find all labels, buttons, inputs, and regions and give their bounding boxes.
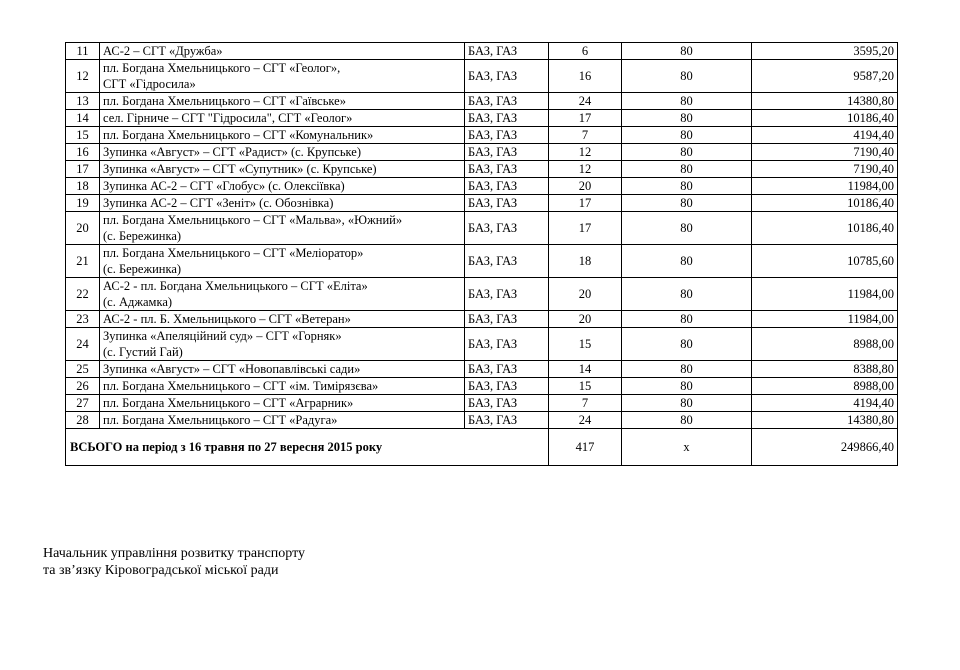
- row-sum: 7190,40: [752, 161, 898, 178]
- route-line: АС-2 - пл. Б. Хмельницького – СГТ «Ветеран»: [103, 312, 351, 326]
- table-row: [66, 378, 898, 395]
- route-line: (с. Густий Гай): [103, 345, 183, 359]
- bus-type: БАЗ, ГАЗ: [465, 195, 549, 212]
- row-sum: 10785,60: [752, 245, 898, 278]
- row-sum: 4194,40: [752, 395, 898, 412]
- row-number: 13: [66, 93, 100, 110]
- route-name: [100, 361, 465, 378]
- route-name: [100, 328, 465, 361]
- trip-count: 24: [549, 93, 622, 110]
- trip-count: 7: [549, 127, 622, 144]
- route-name: [100, 278, 465, 311]
- row-sum: 10186,40: [752, 110, 898, 127]
- total-trips: 417: [549, 429, 622, 466]
- route-line: пл. Богдана Хмельницького – СГТ «Комунальник»: [103, 128, 374, 142]
- signature-line-1: Начальник управління розвитку транспорту: [43, 546, 306, 561]
- route-name: [100, 93, 465, 110]
- total-row: [66, 429, 898, 466]
- row-number: 18: [66, 178, 100, 195]
- bus-type: БАЗ, ГАЗ: [465, 60, 549, 93]
- route-line: Зупинка АС-2 – СГТ «Зеніт» (с. Обознівка): [103, 196, 334, 210]
- distance-km: 80: [622, 110, 752, 127]
- trip-count: 6: [549, 43, 622, 60]
- bus-type: БАЗ, ГАЗ: [465, 361, 549, 378]
- row-number: 25: [66, 361, 100, 378]
- bus-type: БАЗ, ГАЗ: [465, 311, 549, 328]
- distance-km: 80: [622, 43, 752, 60]
- distance-km: 80: [622, 178, 752, 195]
- bus-type: БАЗ, ГАЗ: [465, 212, 549, 245]
- row-sum: 11984,00: [752, 278, 898, 311]
- trip-count: 12: [549, 144, 622, 161]
- bus-type: БАЗ, ГАЗ: [465, 144, 549, 161]
- trip-count: 17: [549, 195, 622, 212]
- route-name: [100, 378, 465, 395]
- table-row: [66, 144, 898, 161]
- table-row: [66, 60, 898, 93]
- distance-km: 80: [622, 161, 752, 178]
- signature-block: [43, 545, 305, 579]
- row-number: 14: [66, 110, 100, 127]
- table-row: [66, 311, 898, 328]
- route-name: [100, 395, 465, 412]
- route-line: пл. Богдана Хмельницького – СГТ «ім. Тимірязєва»: [103, 379, 379, 393]
- route-line: пл. Богдана Хмельницького – СГТ «Меліоратор»: [103, 246, 364, 260]
- route-line: Зупинка «Август» – СГТ «Супутник» (с. Крупське): [103, 162, 377, 176]
- trip-count: 20: [549, 178, 622, 195]
- bus-type: БАЗ, ГАЗ: [465, 161, 549, 178]
- distance-km: 80: [622, 278, 752, 311]
- row-number: 12: [66, 60, 100, 93]
- distance-km: 80: [622, 127, 752, 144]
- routes-table: [65, 42, 898, 466]
- total-label: ВСЬОГО на період з 16 травня по 27 вересня 2015 року: [66, 429, 549, 466]
- trip-count: 15: [549, 378, 622, 395]
- table-row: [66, 412, 898, 429]
- bus-type: БАЗ, ГАЗ: [465, 395, 549, 412]
- bus-type: БАЗ, ГАЗ: [465, 245, 549, 278]
- distance-km: 80: [622, 93, 752, 110]
- table-row: [66, 161, 898, 178]
- trip-count: 18: [549, 245, 622, 278]
- distance-km: 80: [622, 311, 752, 328]
- route-name: [100, 311, 465, 328]
- route-line: Зупинка АС-2 – СГТ «Глобус» (с. Олексіївка): [103, 179, 345, 193]
- trip-count: 17: [549, 212, 622, 245]
- table-row: [66, 195, 898, 212]
- trip-count: 15: [549, 328, 622, 361]
- row-sum: 8388,80: [752, 361, 898, 378]
- row-number: 22: [66, 278, 100, 311]
- bus-type: БАЗ, ГАЗ: [465, 110, 549, 127]
- distance-km: 80: [622, 245, 752, 278]
- table-row: [66, 278, 898, 311]
- table-row: [66, 178, 898, 195]
- trip-count: 14: [549, 361, 622, 378]
- route-line: Зупинка «Апеляційний суд» – СГТ «Горняк»: [103, 329, 342, 343]
- trip-count: 16: [549, 60, 622, 93]
- row-number: 11: [66, 43, 100, 60]
- route-name: [100, 127, 465, 144]
- route-line: (с. Бережинка): [103, 262, 182, 276]
- route-line: пл. Богдана Хмельницького – СГТ «Геолог»,: [103, 61, 341, 75]
- table-row: [66, 127, 898, 144]
- route-name: [100, 245, 465, 278]
- table-row: [66, 93, 898, 110]
- row-number: 23: [66, 311, 100, 328]
- route-name: [100, 412, 465, 429]
- row-number: 28: [66, 412, 100, 429]
- row-sum: 8988,00: [752, 328, 898, 361]
- route-name: [100, 43, 465, 60]
- table-row: [66, 43, 898, 60]
- distance-km: 80: [622, 361, 752, 378]
- bus-type: БАЗ, ГАЗ: [465, 328, 549, 361]
- table-row: [66, 395, 898, 412]
- route-line: (с. Бережинка): [103, 229, 182, 243]
- row-number: 27: [66, 395, 100, 412]
- row-number: 24: [66, 328, 100, 361]
- row-sum: 10186,40: [752, 212, 898, 245]
- bus-type: БАЗ, ГАЗ: [465, 412, 549, 429]
- trip-count: 20: [549, 278, 622, 311]
- distance-km: 80: [622, 328, 752, 361]
- route-line: пл. Богдана Хмельницького – СГТ «Аграрник»: [103, 396, 354, 410]
- distance-km: 80: [622, 395, 752, 412]
- row-sum: 7190,40: [752, 144, 898, 161]
- table-row: [66, 328, 898, 361]
- route-line: АС-2 - пл. Богдана Хмельницького – СГТ «Еліта»: [103, 279, 368, 293]
- route-line: Зупинка «Август» – СГТ «Радист» (с. Крупське): [103, 145, 362, 159]
- route-name: [100, 178, 465, 195]
- row-number: 21: [66, 245, 100, 278]
- distance-km: 80: [622, 378, 752, 395]
- bus-type: БАЗ, ГАЗ: [465, 43, 549, 60]
- route-name: [100, 60, 465, 93]
- route-line: АС-2 – СГТ «Дружба»: [103, 44, 223, 58]
- row-number: 26: [66, 378, 100, 395]
- route-line: (с. Аджамка): [103, 295, 173, 309]
- bus-type: БАЗ, ГАЗ: [465, 378, 549, 395]
- row-sum: 9587,20: [752, 60, 898, 93]
- row-sum: 10186,40: [752, 195, 898, 212]
- trip-count: 24: [549, 412, 622, 429]
- table-row: [66, 245, 898, 278]
- row-number: 17: [66, 161, 100, 178]
- row-number: 20: [66, 212, 100, 245]
- distance-km: 80: [622, 144, 752, 161]
- route-line: Зупинка «Август» – СГТ «Новопавлівські сади»: [103, 362, 361, 376]
- route-name: [100, 144, 465, 161]
- row-sum: 11984,00: [752, 178, 898, 195]
- row-number: 16: [66, 144, 100, 161]
- route-line: пл. Богдана Хмельницького – СГТ «Гаївське»: [103, 94, 346, 108]
- trip-count: 20: [549, 311, 622, 328]
- distance-km: 80: [622, 60, 752, 93]
- bus-type: БАЗ, ГАЗ: [465, 178, 549, 195]
- row-sum: 3595,20: [752, 43, 898, 60]
- route-line: пл. Богдана Хмельницького – СГТ «Радуга»: [103, 413, 338, 427]
- table-body: [66, 43, 898, 429]
- table-row: [66, 110, 898, 127]
- route-name: [100, 195, 465, 212]
- row-number: 19: [66, 195, 100, 212]
- distance-km: 80: [622, 212, 752, 245]
- distance-km: 80: [622, 195, 752, 212]
- distance-km: 80: [622, 412, 752, 429]
- trip-count: 12: [549, 161, 622, 178]
- total-sum: 249866,40: [752, 429, 898, 466]
- bus-type: БАЗ, ГАЗ: [465, 127, 549, 144]
- route-line: СГТ «Гідросила»: [103, 77, 196, 91]
- route-name: [100, 161, 465, 178]
- trip-count: 7: [549, 395, 622, 412]
- route-line: пл. Богдана Хмельницького – СГТ «Мальва», «Южний»: [103, 213, 403, 227]
- total-km: х: [622, 429, 752, 466]
- row-number: 15: [66, 127, 100, 144]
- trip-count: 17: [549, 110, 622, 127]
- bus-type: БАЗ, ГАЗ: [465, 278, 549, 311]
- row-sum: 14380,80: [752, 93, 898, 110]
- route-name: [100, 212, 465, 245]
- table-row: [66, 361, 898, 378]
- row-sum: 11984,00: [752, 311, 898, 328]
- bus-type: БАЗ, ГАЗ: [465, 93, 549, 110]
- row-sum: 4194,40: [752, 127, 898, 144]
- table-row: [66, 212, 898, 245]
- route-name: [100, 110, 465, 127]
- row-sum: 14380,80: [752, 412, 898, 429]
- route-line: сел. Гірниче – СГТ "Гідросила", СГТ «Геолог»: [103, 111, 353, 125]
- row-sum: 8988,00: [752, 378, 898, 395]
- signature-line-2: та зв’язку Кіровоградської міської ради: [43, 563, 279, 578]
